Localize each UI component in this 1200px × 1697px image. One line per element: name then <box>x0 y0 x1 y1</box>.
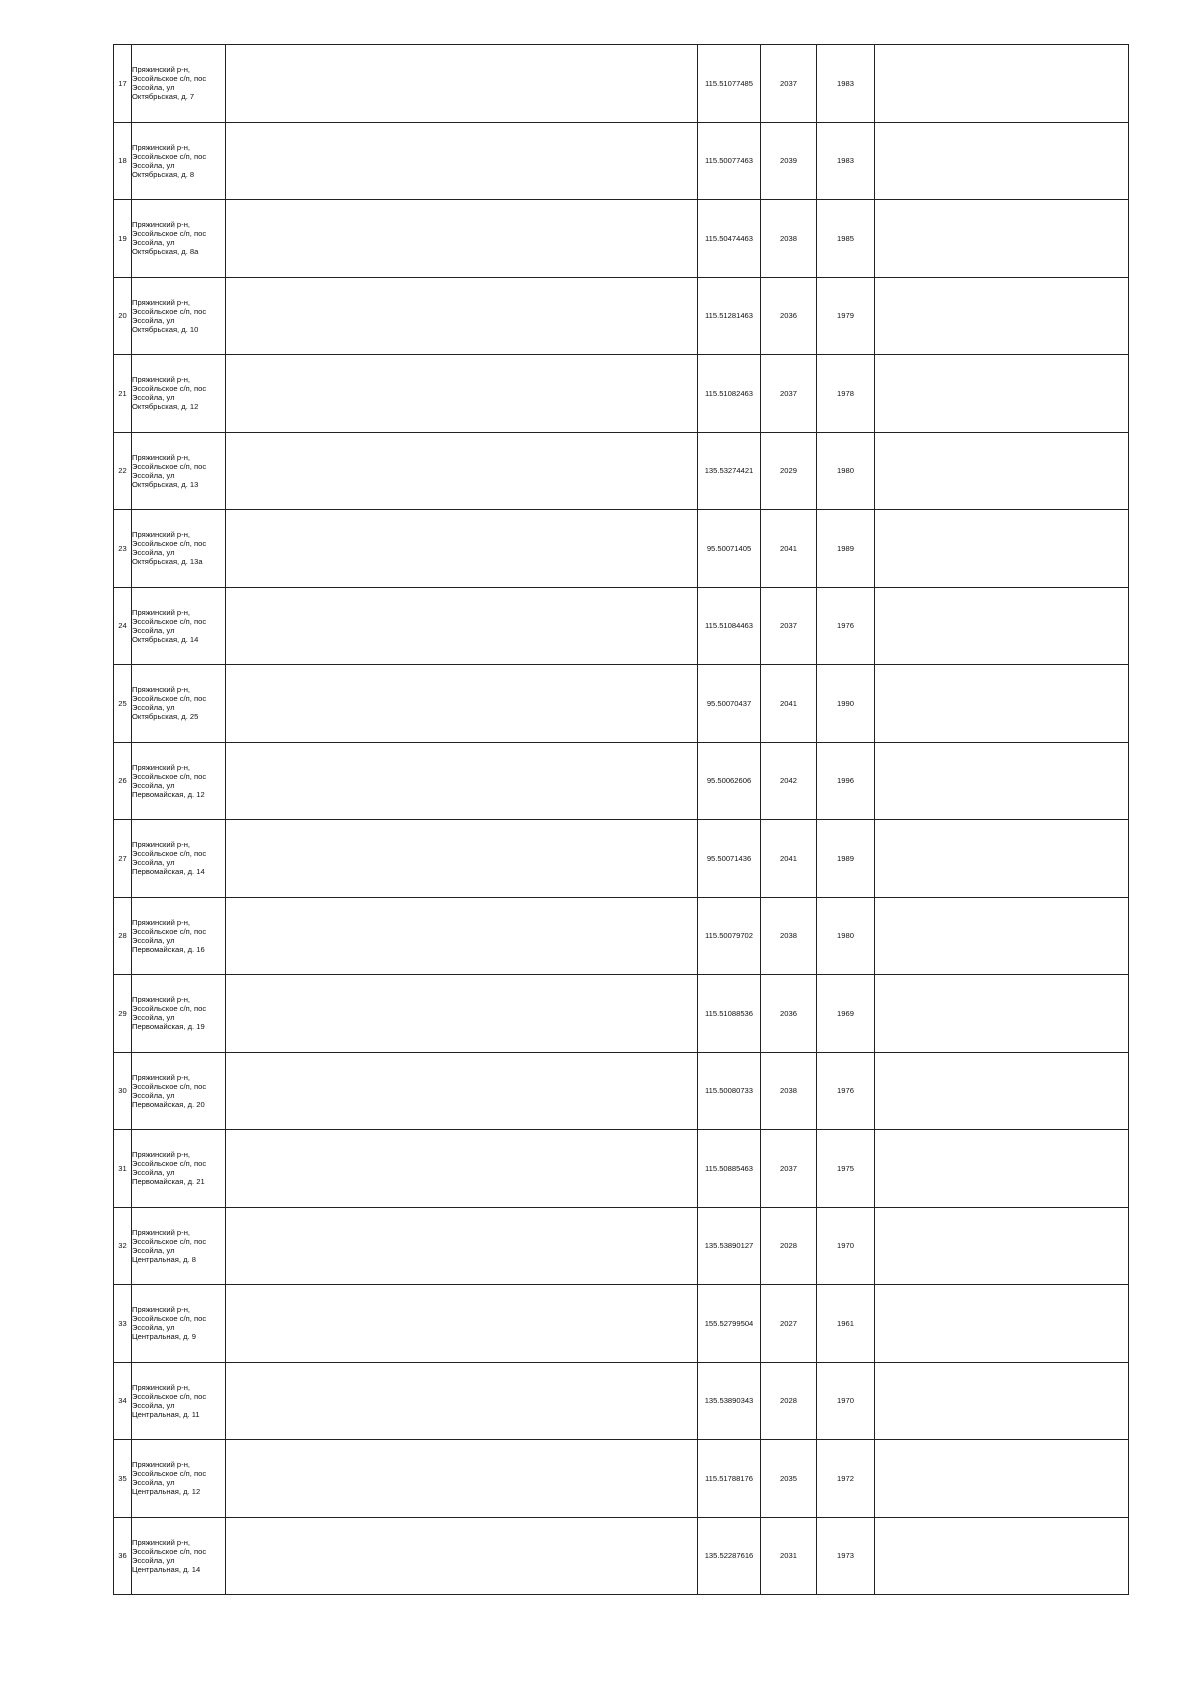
repair-description-cell <box>226 897 698 975</box>
row-number-cell: 28 <box>114 897 132 975</box>
build-year-cell: 1983 <box>817 45 875 123</box>
row-number-cell: 20 <box>114 277 132 355</box>
address-cell: Пряжинский р-н, Эссойльское с/п, пос Эссойла, ул Октябрьская, д. 7 <box>132 45 226 123</box>
table-row <box>114 122 1129 200</box>
planned-year-cell: 2037 <box>761 355 817 433</box>
planned-year-cell: 2038 <box>761 897 817 975</box>
table-row <box>114 742 1129 820</box>
build-year-cell: 1989 <box>817 510 875 588</box>
row-number-cell: 19 <box>114 200 132 278</box>
build-year-cell: 1983 <box>817 122 875 200</box>
build-year-cell: 1970 <box>817 1362 875 1440</box>
empty-cell <box>875 742 1129 820</box>
planned-year-cell: 2038 <box>761 200 817 278</box>
row-number-cell: 26 <box>114 742 132 820</box>
row-number-cell: 31 <box>114 1130 132 1208</box>
planned-year-cell: 2037 <box>761 1130 817 1208</box>
address-cell: Пряжинский р-н, Эссойльское с/п, пос Эссойла, ул Октябрьская, д. 8 <box>132 122 226 200</box>
build-year-cell: 1980 <box>817 897 875 975</box>
table-row <box>114 355 1129 433</box>
build-year-cell: 1970 <box>817 1207 875 1285</box>
row-number-cell: 17 <box>114 45 132 123</box>
planned-year-cell: 2028 <box>761 1362 817 1440</box>
amount-cell: 115.51082463 <box>698 355 761 433</box>
amount-cell: 115.50080733 <box>698 1052 761 1130</box>
empty-cell <box>875 1207 1129 1285</box>
amount-cell: 135.53890127 <box>698 1207 761 1285</box>
address-cell: Пряжинский р-н, Эссойльское с/п, пос Эссойла, ул Октябрьская, д. 14 <box>132 587 226 665</box>
build-year-cell: 1978 <box>817 355 875 433</box>
amount-cell: 115.50077463 <box>698 122 761 200</box>
table-row <box>114 200 1129 278</box>
address-cell: Пряжинский р-н, Эссойльское с/п, пос Эссойла, ул Первомайская, д. 20 <box>132 1052 226 1130</box>
repair-description-cell <box>226 510 698 588</box>
planned-year-cell: 2037 <box>761 45 817 123</box>
table-row <box>114 1517 1129 1595</box>
repair-description-cell <box>226 432 698 510</box>
repair-description-cell <box>226 1285 698 1363</box>
planned-year-cell: 2042 <box>761 742 817 820</box>
address-cell: Пряжинский р-н, Эссойльское с/п, пос Эссойла, ул Первомайская, д. 19 <box>132 975 226 1053</box>
repair-description-cell <box>226 355 698 433</box>
planned-year-cell: 2035 <box>761 1440 817 1518</box>
planned-year-cell: 2036 <box>761 277 817 355</box>
address-cell: Пряжинский р-н, Эссойльское с/п, пос Эссойла, ул Центральная, д. 9 <box>132 1285 226 1363</box>
amount-cell: 115.51084463 <box>698 587 761 665</box>
address-cell: Пряжинский р-н, Эссойльское с/п, пос Эссойла, ул Октябрьская, д. 25 <box>132 665 226 743</box>
empty-cell <box>875 432 1129 510</box>
table-row <box>114 1130 1129 1208</box>
amount-cell: 115.50079702 <box>698 897 761 975</box>
build-year-cell: 1976 <box>817 1052 875 1130</box>
empty-cell <box>875 1440 1129 1518</box>
repair-description-cell <box>226 277 698 355</box>
planned-year-cell: 2041 <box>761 820 817 898</box>
table-row <box>114 975 1129 1053</box>
address-cell: Пряжинский р-н, Эссойльское с/п, пос Эссойла, ул Первомайская, д. 21 <box>132 1130 226 1208</box>
table-row <box>114 510 1129 588</box>
row-number-cell: 25 <box>114 665 132 743</box>
amount-cell: 115.50474463 <box>698 200 761 278</box>
table-row <box>114 1207 1129 1285</box>
row-number-cell: 33 <box>114 1285 132 1363</box>
table-row <box>114 897 1129 975</box>
empty-cell <box>875 1130 1129 1208</box>
repair-description-cell <box>226 1052 698 1130</box>
amount-cell: 95.50062606 <box>698 742 761 820</box>
build-year-cell: 1996 <box>817 742 875 820</box>
build-year-cell: 1976 <box>817 587 875 665</box>
empty-cell <box>875 122 1129 200</box>
table-row <box>114 432 1129 510</box>
amount-cell: 115.51788176 <box>698 1440 761 1518</box>
build-year-cell: 1979 <box>817 277 875 355</box>
empty-cell <box>875 1362 1129 1440</box>
planned-year-cell: 2036 <box>761 975 817 1053</box>
build-year-cell: 1989 <box>817 820 875 898</box>
address-cell: Пряжинский р-н, Эссойльское с/п, пос Эссойла, ул Октябрьская, д. 12 <box>132 355 226 433</box>
row-number-cell: 24 <box>114 587 132 665</box>
amount-cell: 95.50071405 <box>698 510 761 588</box>
row-number-cell: 36 <box>114 1517 132 1595</box>
address-cell: Пряжинский р-н, Эссойльское с/п, пос Эссойла, ул Октябрьская, д. 8а <box>132 200 226 278</box>
planned-year-cell: 2041 <box>761 510 817 588</box>
table-row <box>114 820 1129 898</box>
row-number-cell: 35 <box>114 1440 132 1518</box>
empty-cell <box>875 355 1129 433</box>
repair-description-cell <box>226 1440 698 1518</box>
amount-cell: 115.50885463 <box>698 1130 761 1208</box>
row-number-cell: 30 <box>114 1052 132 1130</box>
repair-description-cell <box>226 587 698 665</box>
amount-cell: 155.52799504 <box>698 1285 761 1363</box>
empty-cell <box>875 1052 1129 1130</box>
empty-cell <box>875 587 1129 665</box>
table-row <box>114 1362 1129 1440</box>
empty-cell <box>875 665 1129 743</box>
empty-cell <box>875 277 1129 355</box>
repair-description-cell <box>226 665 698 743</box>
planned-year-cell: 2031 <box>761 1517 817 1595</box>
amount-cell: 135.52287616 <box>698 1517 761 1595</box>
repair-schedule-table <box>113 44 1129 1595</box>
planned-year-cell: 2038 <box>761 1052 817 1130</box>
table-row <box>114 587 1129 665</box>
table-row <box>114 1440 1129 1518</box>
repair-description-cell <box>226 122 698 200</box>
build-year-cell: 1980 <box>817 432 875 510</box>
build-year-cell: 1961 <box>817 1285 875 1363</box>
table-row <box>114 277 1129 355</box>
amount-cell: 115.51077485 <box>698 45 761 123</box>
build-year-cell: 1985 <box>817 200 875 278</box>
address-cell: Пряжинский р-н, Эссойльское с/п, пос Эссойла, ул Первомайская, д. 16 <box>132 897 226 975</box>
empty-cell <box>875 975 1129 1053</box>
address-cell: Пряжинский р-н, Эссойльское с/п, пос Эссойла, ул Центральная, д. 14 <box>132 1517 226 1595</box>
empty-cell <box>875 820 1129 898</box>
row-number-cell: 21 <box>114 355 132 433</box>
build-year-cell: 1975 <box>817 1130 875 1208</box>
address-cell: Пряжинский р-н, Эссойльское с/п, пос Эссойла, ул Октябрьская, д. 10 <box>132 277 226 355</box>
empty-cell <box>875 200 1129 278</box>
table-row <box>114 45 1129 123</box>
amount-cell: 135.53274421 <box>698 432 761 510</box>
table-body <box>114 45 1129 1595</box>
address-cell: Пряжинский р-н, Эссойльское с/п, пос Эссойла, ул Октябрьская, д. 13а <box>132 510 226 588</box>
empty-cell <box>875 1517 1129 1595</box>
repair-description-cell <box>226 742 698 820</box>
amount-cell: 115.51088536 <box>698 975 761 1053</box>
table-row <box>114 1285 1129 1363</box>
row-number-cell: 27 <box>114 820 132 898</box>
row-number-cell: 32 <box>114 1207 132 1285</box>
build-year-cell: 1969 <box>817 975 875 1053</box>
build-year-cell: 1972 <box>817 1440 875 1518</box>
planned-year-cell: 2029 <box>761 432 817 510</box>
repair-description-cell <box>226 200 698 278</box>
planned-year-cell: 2028 <box>761 1207 817 1285</box>
planned-year-cell: 2027 <box>761 1285 817 1363</box>
planned-year-cell: 2039 <box>761 122 817 200</box>
repair-description-cell <box>226 1207 698 1285</box>
address-cell: Пряжинский р-н, Эссойльское с/п, пос Эссойла, ул Первомайская, д. 12 <box>132 742 226 820</box>
planned-year-cell: 2041 <box>761 665 817 743</box>
planned-year-cell: 2037 <box>761 587 817 665</box>
repair-description-cell <box>226 1362 698 1440</box>
empty-cell <box>875 897 1129 975</box>
empty-cell <box>875 45 1129 123</box>
empty-cell <box>875 510 1129 588</box>
row-number-cell: 22 <box>114 432 132 510</box>
row-number-cell: 29 <box>114 975 132 1053</box>
amount-cell: 95.50070437 <box>698 665 761 743</box>
row-number-cell: 23 <box>114 510 132 588</box>
repair-description-cell <box>226 45 698 123</box>
repair-description-cell <box>226 975 698 1053</box>
repair-description-cell <box>226 820 698 898</box>
build-year-cell: 1973 <box>817 1517 875 1595</box>
address-cell: Пряжинский р-н, Эссойльское с/п, пос Эссойла, ул Октябрьская, д. 13 <box>132 432 226 510</box>
table-row <box>114 1052 1129 1130</box>
address-cell: Пряжинский р-н, Эссойльское с/п, пос Эссойла, ул Первомайская, д. 14 <box>132 820 226 898</box>
address-cell: Пряжинский р-н, Эссойльское с/п, пос Эссойла, ул Центральная, д. 11 <box>132 1362 226 1440</box>
address-cell: Пряжинский р-н, Эссойльское с/п, пос Эссойла, ул Центральная, д. 12 <box>132 1440 226 1518</box>
amount-cell: 115.51281463 <box>698 277 761 355</box>
repair-description-cell <box>226 1130 698 1208</box>
empty-cell <box>875 1285 1129 1363</box>
address-cell: Пряжинский р-н, Эссойльское с/п, пос Эссойла, ул Центральная, д. 8 <box>132 1207 226 1285</box>
build-year-cell: 1990 <box>817 665 875 743</box>
row-number-cell: 34 <box>114 1362 132 1440</box>
table-row <box>114 665 1129 743</box>
amount-cell: 95.50071436 <box>698 820 761 898</box>
row-number-cell: 18 <box>114 122 132 200</box>
amount-cell: 135.53890343 <box>698 1362 761 1440</box>
repair-description-cell <box>226 1517 698 1595</box>
